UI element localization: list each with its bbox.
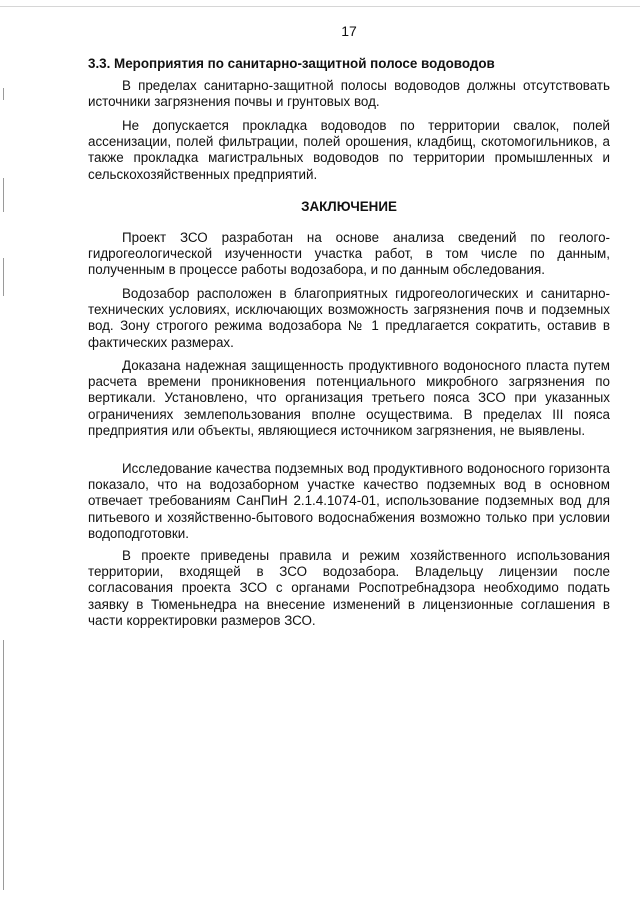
section-paragraph: В пределах санитарно-защитной полосы водоводов должны отсутствовать источники загрязнения почвы и грунтовых вод. bbox=[88, 78, 610, 110]
scan-top-line bbox=[0, 6, 640, 7]
section-heading: 3.3. Мероприятия по санитарно-защитной полосе водоводов bbox=[88, 56, 495, 71]
conclusion-heading: ЗАКЛЮЧЕНИЕ bbox=[301, 199, 397, 214]
conclusion-paragraph: Исследование качества подземных вод продуктивного водоносного горизонта показало, что на водозаборном участке качество подземных вод в основном отвечает требованиям СанПиН 2.1.4.1074-01, использование подземных вод для питьевого и хозяйственно-бытового водоснабжения возможно только при условии водоподготовки. bbox=[88, 461, 610, 541]
conclusion-paragraph: Водозабор расположен в благоприятных гидрогеологических и санитарно-технических условиях, исключающих возможность загрязнения почв и подземных вод. Зону строгого режима водозабора № 1 предлагается сократить, оставив в фактических размерах. bbox=[88, 286, 610, 350]
page-number: 17 bbox=[341, 23, 357, 39]
scan-edge-mark bbox=[3, 178, 4, 212]
conclusion-paragraph: В проекте приведены правила и режим хозяйственного использования территории, входящей в ЗСО водозабора. Владельцу лицензии после согласования проекта ЗСО с органами Роспотребнадзора необходимо подать заявку в Тюменьнедра на внесение изменений в лицензионные соглашения в части корректировки размеров ЗСО. bbox=[88, 548, 610, 628]
scan-edge-mark bbox=[3, 258, 4, 296]
section-paragraph: Не допускается прокладка водоводов по территории свалок, полей ассенизации, полей фильтрации, полей орошения, кладбищ, скотомогильников, а также прокладка магистральных водоводов по территории промышленных и сельскохозяйственных предприятий. bbox=[88, 118, 610, 182]
conclusion-paragraph: Проект ЗСО разработан на основе анализа сведений по геолого-гидрогеологической изученности участка работ, в том числе по данным, полученным в процессе работы водозабора, и по данным обследования. bbox=[88, 230, 610, 278]
scan-edge-mark bbox=[3, 88, 4, 100]
scan-edge-mark bbox=[3, 640, 4, 890]
conclusion-paragraph: Доказана надежная защищенность продуктивного водоносного пласта путем расчета времени проникновения потенциального микробного загрязнения по вертикали. Установлено, что организация третьего пояса ЗСО при указанных ограничениях землепользования вполне осуществима. В пределах III пояса предприятия или объекты, являющиеся источником загрязнения, не выявлены. bbox=[88, 358, 610, 438]
